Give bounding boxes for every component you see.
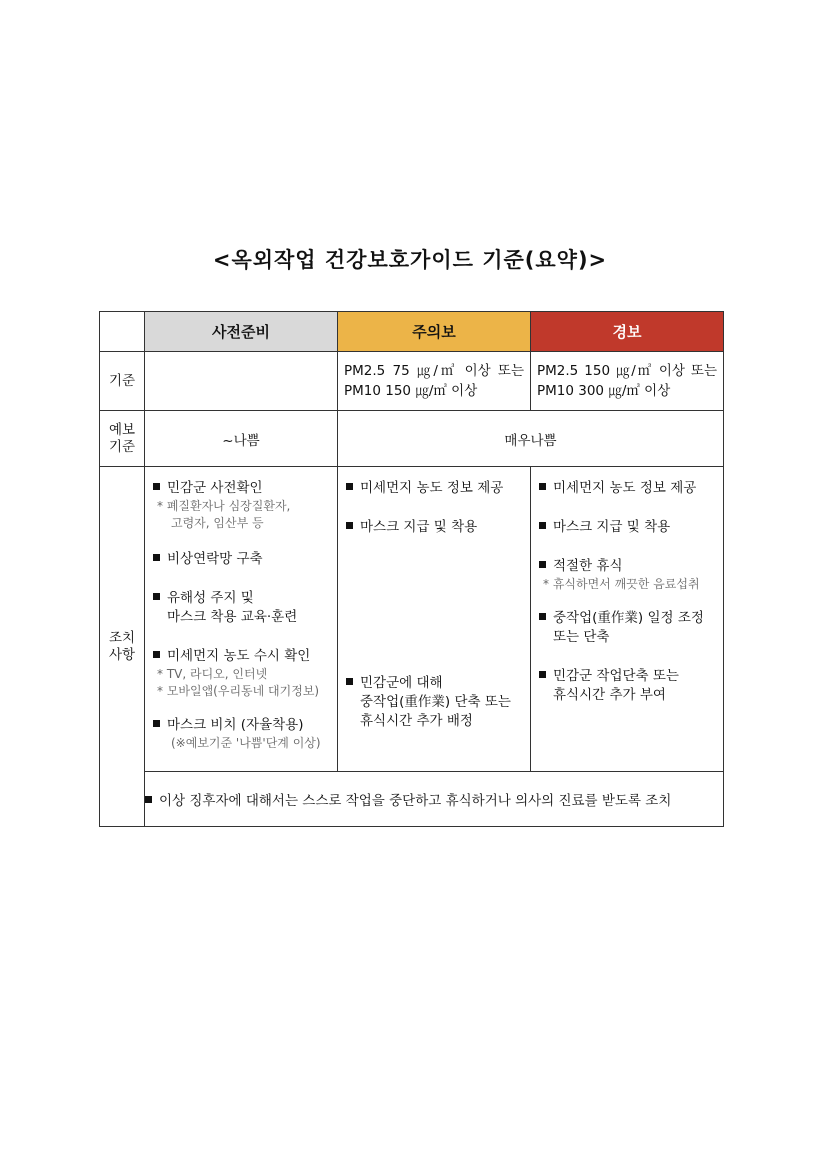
actions-caution — [338, 467, 531, 772]
actions-label-line1: 조치 — [108, 629, 136, 646]
standard-warning — [531, 352, 724, 411]
actions-prep — [145, 467, 338, 772]
actions-warning — [531, 467, 724, 772]
actions-label — [100, 467, 145, 827]
common-action-row — [100, 772, 724, 827]
corner-cell — [100, 312, 145, 352]
bullet-square-icon — [539, 561, 546, 568]
bullet-square-icon — [539, 522, 546, 529]
standard-row — [100, 352, 724, 411]
forecast-label — [100, 411, 145, 467]
header-caution: 주의보 — [338, 312, 531, 352]
bullet-square-icon — [346, 483, 353, 490]
forecast-alert: 매우나쁨 — [338, 411, 724, 467]
standard-caution — [338, 352, 531, 411]
bullet-square-icon — [346, 522, 353, 529]
list-item: 비상연락망 구축 — [153, 550, 331, 569]
header-warning: 경보 — [531, 312, 724, 352]
bullet-square-icon — [145, 796, 152, 803]
standard-caution-line1: PM2.5 75 ㎍/㎥ 이상 또는 — [344, 363, 524, 379]
standard-warning-line1: PM2.5 150 ㎍/㎥ 이상 또는 — [537, 363, 717, 379]
bullet-square-icon — [346, 678, 353, 685]
guideline-table — [99, 311, 724, 827]
list-item: 적절한 휴식 * 휴식하면서 깨끗한 음료섭취 — [539, 557, 717, 593]
list-item: 미세먼지 농도 정보 제공 — [539, 479, 717, 498]
standard-prep — [145, 352, 338, 411]
list-item: 민감군에 대해 중작업(重作業) 단축 또는 휴식시간 추가 배정 — [346, 674, 524, 731]
standard-warning-line2: PM10 300 ㎍/㎥ 이상 — [537, 383, 671, 399]
forecast-label-line1: 예보 — [108, 421, 136, 438]
bullet-square-icon — [153, 483, 160, 490]
bullet-square-icon — [153, 720, 160, 727]
forecast-prep: ~나쁨 — [145, 411, 338, 467]
list-item: 민감군 사전확인 * 폐질환자나 심장질환자, 고령자, 임산부 등 — [153, 479, 331, 532]
list-item: 중작업(重作業) 일정 조정 또는 단축 — [539, 609, 717, 647]
list-item: 마스크 지급 및 착용 — [346, 518, 524, 537]
common-action: 이상 징후자에 대해서는 스스로 작업을 중단하고 휴식하거나 의사의 진료를 받도록 조치 — [145, 772, 724, 827]
list-item: 민감군 작업단축 또는 휴식시간 추가 부여 — [539, 667, 717, 705]
list-item: 미세먼지 농도 수시 확인 * TV, 라디오, 인터넷 * 모바일앱(우리동네 대기정보) — [153, 647, 331, 700]
list-item: 미세먼지 농도 정보 제공 — [346, 479, 524, 498]
bullet-square-icon — [539, 613, 546, 620]
actions-label-line2: 사항 — [108, 646, 136, 663]
forecast-label-line2: 기준 — [108, 438, 136, 455]
bullet-square-icon — [539, 483, 546, 490]
actions-row — [100, 467, 724, 772]
bullet-square-icon — [153, 593, 160, 600]
standard-caution-line2: PM10 150 ㎍/㎥ 이상 — [344, 383, 478, 399]
standard-label: 기준 — [100, 352, 145, 411]
bullet-square-icon — [539, 671, 546, 678]
list-item: 마스크 비치 (자율착용) (※예보기준 '나쁨'단계 이상) — [153, 716, 331, 752]
list-item: 마스크 지급 및 착용 — [539, 518, 717, 537]
bullet-square-icon — [153, 554, 160, 561]
forecast-row — [100, 411, 724, 467]
bullet-square-icon — [153, 651, 160, 658]
page-title: <옥외작업 건강보호가이드 기준(요약)> — [212, 248, 608, 272]
list-item: 유해성 주지 및 마스크 착용 교육·훈련 — [153, 589, 331, 627]
header-prep: 사전준비 — [145, 312, 338, 352]
